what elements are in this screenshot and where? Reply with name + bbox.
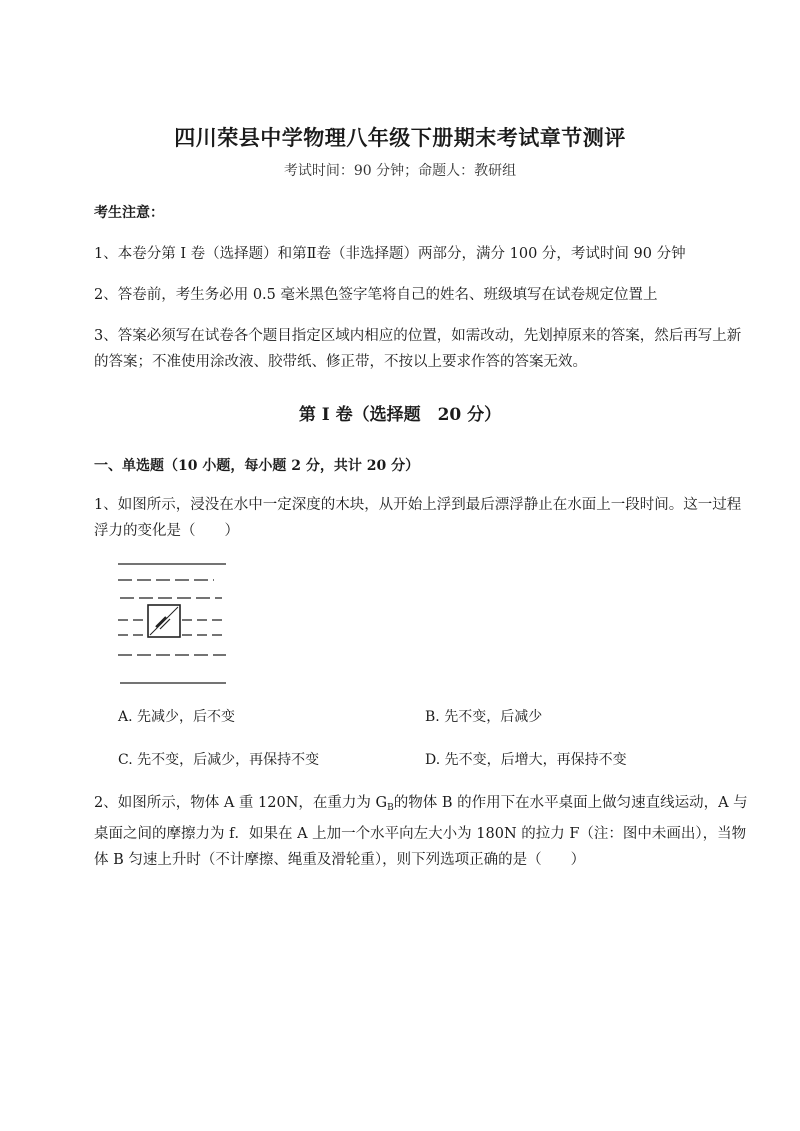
option-b[interactable]: B. 先不变，后减少 [425, 709, 543, 725]
notice-heading: 考生注意： [94, 205, 164, 221]
notice-item-1: 1、本卷分第 I 卷（选择题）和第Ⅱ卷（非选择题）两部分，满分 100 分，考试时间 90 分钟 [94, 246, 686, 262]
question-2-stem-part2: 的物体 B 的作用下在水平桌面上做匀速直线运动，A 与桌面之间的摩擦力为 f．如果在 A 上加一个水平向左大小为 180N 的拉力 F（注：图中未画出），当物体 B 匀速上升时（不计摩擦、绳重及滑轮重），则下列选项正确的是（ ） [94, 795, 748, 868]
question-1-options [118, 706, 758, 776]
question-1-stem: 1、如图所示，浸没在水中一定深度的木块，从开始上浮到最后漂浮静止在水面上一段时间。这一过程浮力的变化是（ ） [94, 497, 742, 539]
water-block-figure [110, 555, 235, 690]
option-c[interactable]: C. 先不变，后减少，再保持不变 [118, 752, 320, 768]
question-2-stem [94, 790, 754, 873]
part-heading: 一、单选题（10 小题，每小题 2 分，共计 20 分） [94, 458, 420, 474]
section-title: 第 I 卷（选择题 20 分） [298, 405, 502, 425]
question-2-stem-part1: 2、如图所示，物体 A 重 120N，在重力为 G [94, 795, 388, 811]
option-a[interactable]: A. 先减少，后不变 [118, 709, 236, 725]
option-d[interactable]: D. 先不变，后增大，再保持不变 [425, 752, 627, 768]
page-title: 四川荣县中学物理八年级下册期末考试章节测评 [174, 125, 626, 150]
notice-item-2: 2、答卷前，考生务必用 0.5 毫米黑色签字笔将自己的姓名、班级填写在试卷规定位置上 [94, 287, 658, 303]
page-subtitle: 考试时间：90 分钟；命题人：教研组 [283, 163, 517, 179]
question-2-subscript: B [387, 803, 394, 813]
notice-item-3: 3、答案必须写在试卷各个题目指定区域内相应的位置，如需改动，先划掉原来的答案，然后再写上新的答案；不准使用涂改液、胶带纸、修正带，不按以上要求作答的答案无效。 [94, 328, 742, 370]
